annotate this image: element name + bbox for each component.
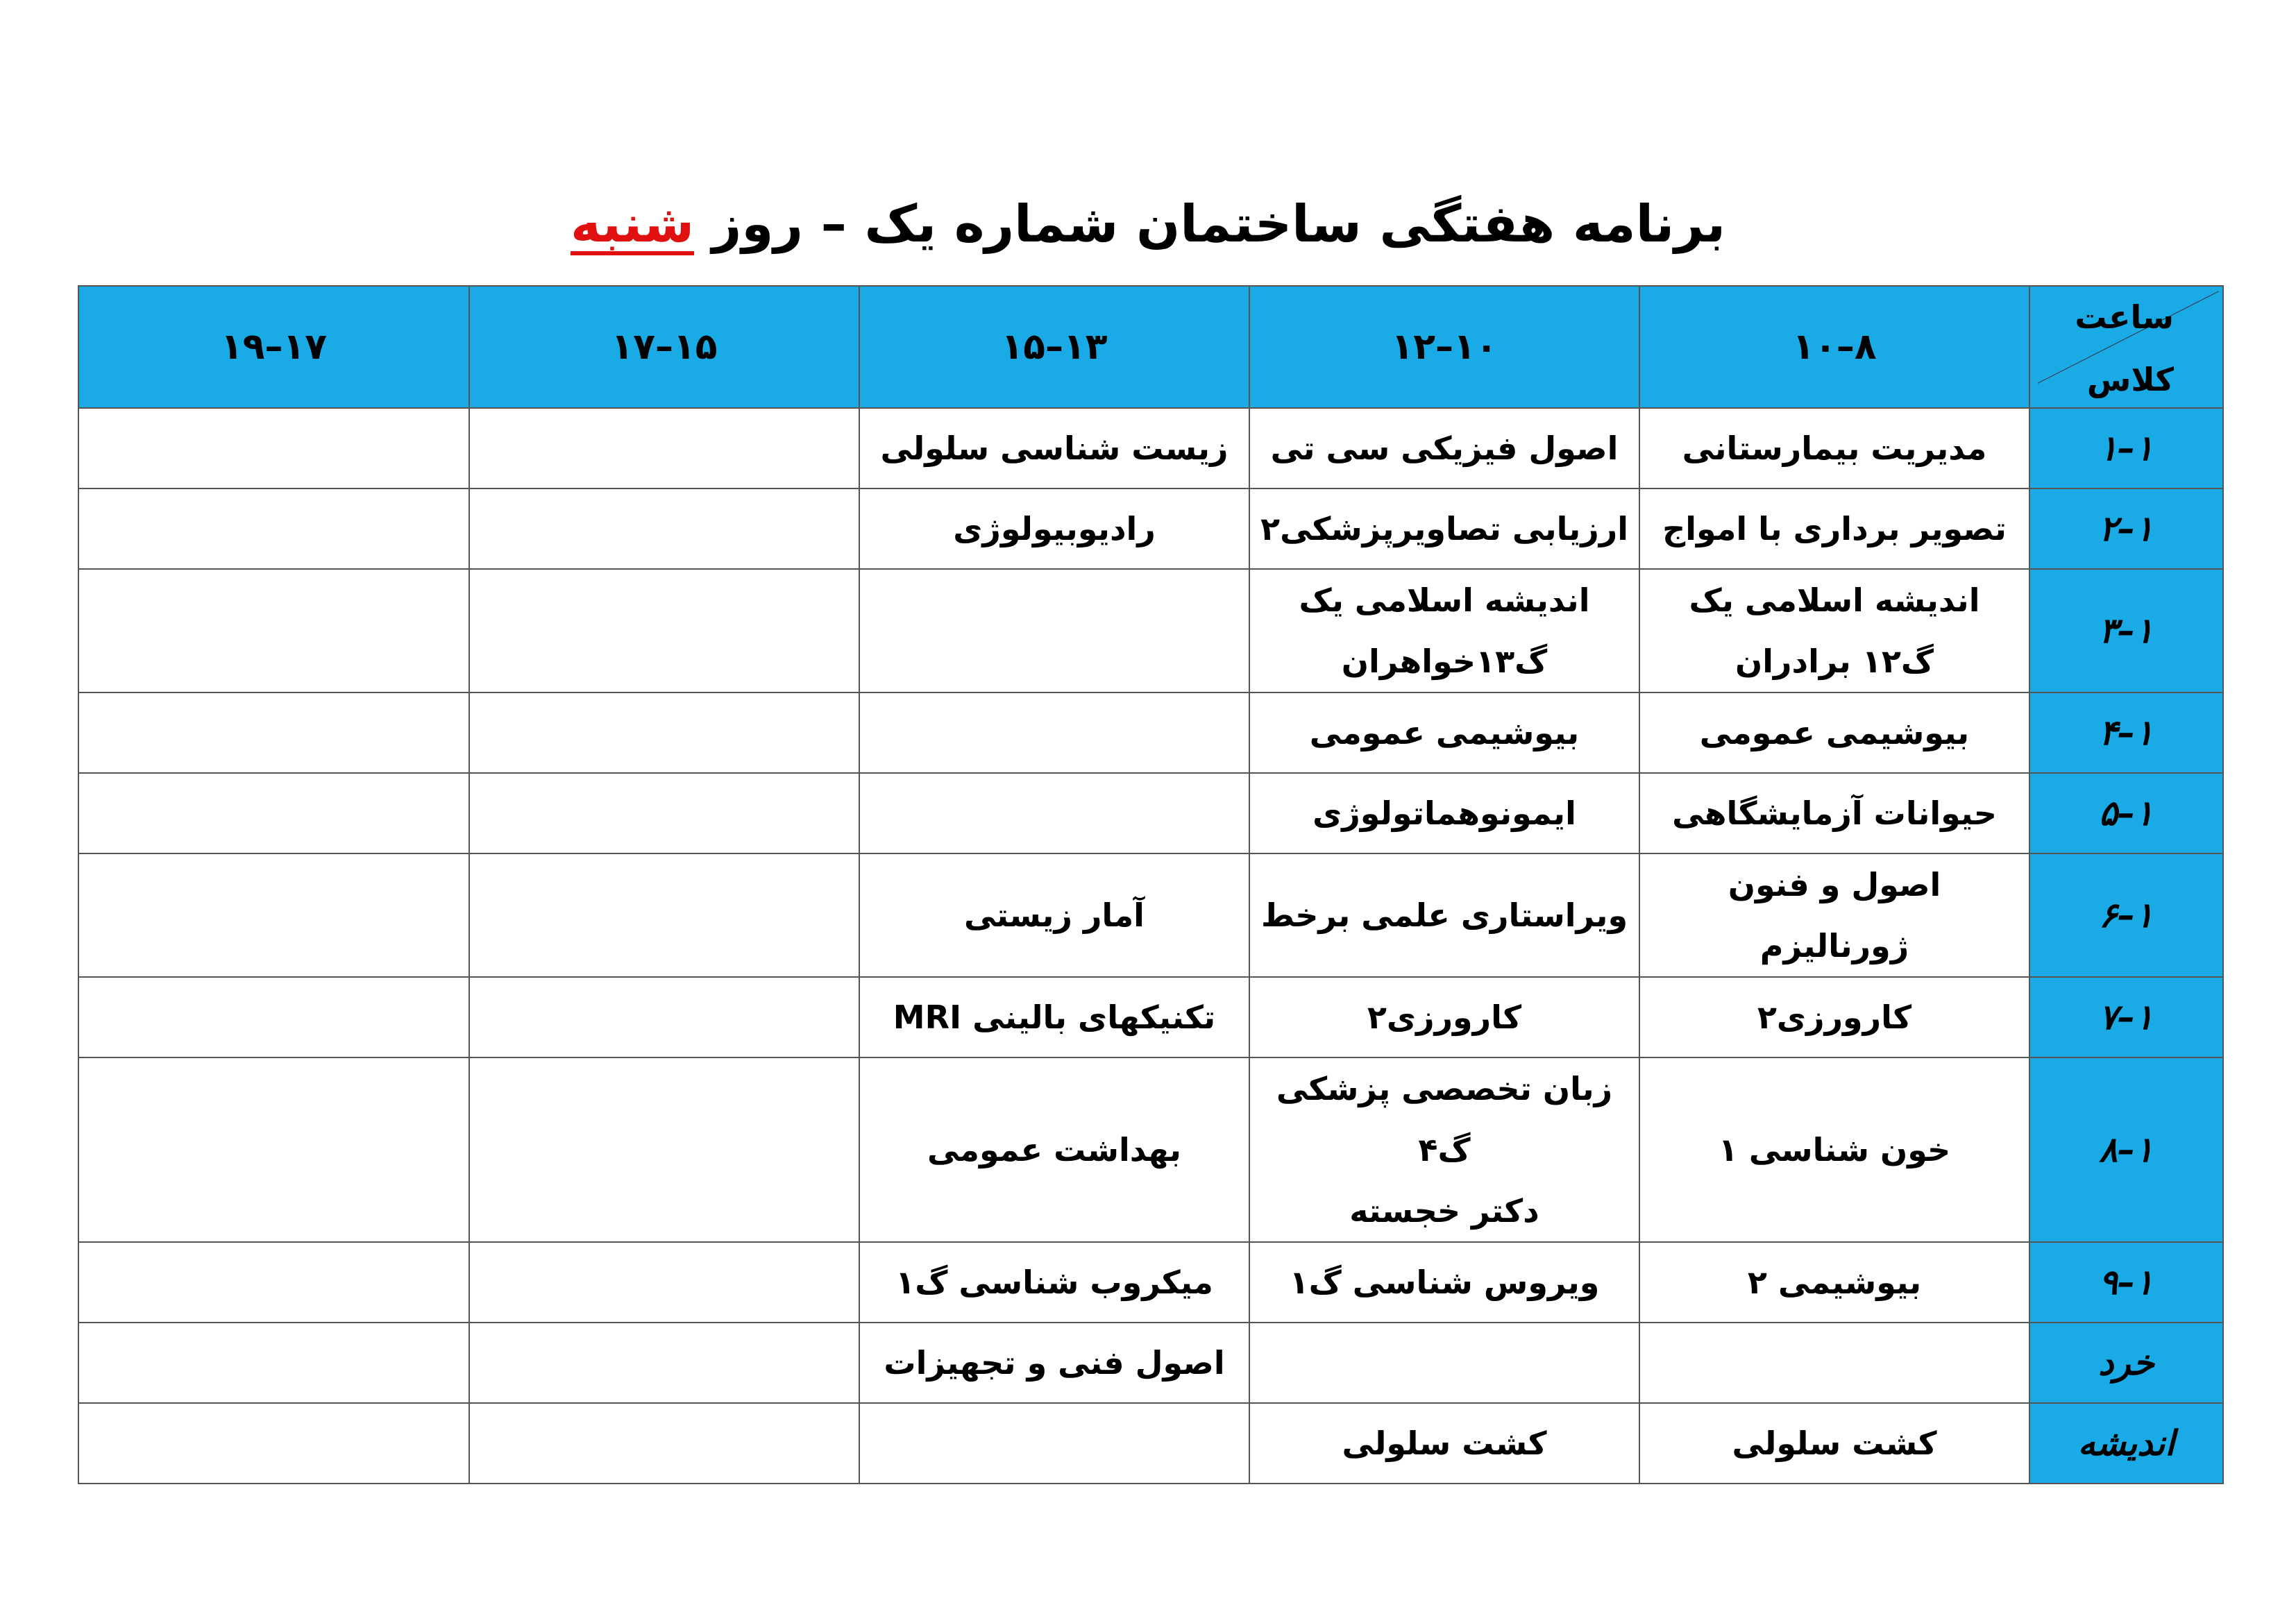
schedule-cell: بیوشیمی ۲ xyxy=(1639,1242,2029,1323)
corner-cell xyxy=(2029,286,2223,408)
schedule-cell xyxy=(469,1242,859,1323)
schedule-cell: ایمونوهماتولوژی xyxy=(1249,773,1639,853)
schedule-body xyxy=(78,408,2223,1484)
schedule-cell xyxy=(78,1242,469,1323)
schedule-cell xyxy=(78,408,469,488)
schedule-cell: بیوشیمی عمومی xyxy=(1639,692,2029,773)
cell-line: گ۱۲ برادران xyxy=(1734,643,1934,680)
cell-line: دکتر خجسته xyxy=(1349,1192,1539,1230)
schedule-cell xyxy=(469,773,859,853)
class-label: ۱–۵ xyxy=(2029,773,2223,853)
schedule-cell: بهداشت عمومی xyxy=(859,1057,1249,1242)
schedule-cell xyxy=(859,692,1249,773)
class-label: ۱–۱ xyxy=(2029,408,2223,488)
schedule-cell: اصول و فنون ژورنالیزم xyxy=(1639,853,2029,977)
schedule-cell xyxy=(859,773,1249,853)
schedule-cell: اصول فنی و تجهیزات xyxy=(859,1323,1249,1403)
schedule-cell xyxy=(78,773,469,853)
schedule-cell: تصویر برداری با امواج xyxy=(1639,488,2029,569)
schedule-cell: اصول فیزیکی سی تی xyxy=(1249,408,1639,488)
schedule-cell: میکروب شناسی گ۱ xyxy=(859,1242,1249,1323)
schedule-cell xyxy=(469,853,859,977)
schedule-cell xyxy=(78,1323,469,1403)
schedule-cell xyxy=(1249,1057,1639,1242)
time-header: ۱۰–۱۲ xyxy=(1249,286,1639,408)
cell-line: اندیشه اسلامی یک xyxy=(1299,581,1590,619)
schedule-cell xyxy=(469,1403,859,1484)
title-prefix: برنامه هفتگی ساختمان شماره یک – روز xyxy=(694,194,1726,254)
schedule-cell: کارورزی۲ xyxy=(1639,977,2029,1057)
cell-line: اندیشه اسلامی یک xyxy=(1689,581,1980,619)
cell-line: زبان تخصصی پزشکی گ۴ xyxy=(1276,1070,1613,1169)
corner-label-class: کلاس xyxy=(2086,361,2174,398)
schedule-cell: کارورزی۲ xyxy=(1249,977,1639,1057)
schedule-cell xyxy=(469,488,859,569)
schedule-cell xyxy=(469,977,859,1057)
schedule-cell xyxy=(469,1057,859,1242)
corner-label-time: ساعت xyxy=(2075,298,2174,336)
schedule-cell xyxy=(78,569,469,692)
schedule-cell xyxy=(469,1323,859,1403)
table-row xyxy=(78,773,2223,853)
schedule-cell xyxy=(469,569,859,692)
table-row xyxy=(78,408,2223,488)
class-label: ۱–۷ xyxy=(2029,977,2223,1057)
schedule-cell xyxy=(78,488,469,569)
schedule-cell xyxy=(1249,1323,1639,1403)
schedule-cell: تکنیکهای بالینی MRI xyxy=(859,977,1249,1057)
schedule-cell xyxy=(78,692,469,773)
schedule-cell xyxy=(1639,1323,2029,1403)
time-header: ۸–۱۰ xyxy=(1639,286,2029,408)
schedule-cell: ویراستاری علمی برخط xyxy=(1249,853,1639,977)
table-row xyxy=(78,488,2223,569)
schedule-cell xyxy=(859,569,1249,692)
schedule-cell xyxy=(78,977,469,1057)
schedule-cell: کشت سلولی xyxy=(1249,1403,1639,1484)
class-label: ۱–۲ xyxy=(2029,488,2223,569)
title-day: شنبه xyxy=(570,194,695,254)
time-header: ۱۷–۱۹ xyxy=(78,286,469,408)
cell-line: گ۱۳خواهران xyxy=(1341,643,1548,680)
page-title xyxy=(0,186,2296,262)
table-row xyxy=(78,977,2223,1057)
schedule-cell xyxy=(78,1403,469,1484)
schedule-cell xyxy=(469,692,859,773)
table-row xyxy=(78,1403,2223,1484)
schedule-cell: رادیوبیولوژی xyxy=(859,488,1249,569)
schedule-cell: حیوانات آزمایشگاهی xyxy=(1639,773,2029,853)
schedule-cell: زیست شناسی سلولی xyxy=(859,408,1249,488)
table-row xyxy=(78,1242,2223,1323)
header-row xyxy=(78,286,2223,408)
schedule-cell: مدیریت بیمارستانی xyxy=(1639,408,2029,488)
schedule-cell xyxy=(469,408,859,488)
class-label: ۱–۳ xyxy=(2029,569,2223,692)
schedule-cell: خون شناسی ۱ xyxy=(1639,1057,2029,1242)
schedule-cell xyxy=(78,1057,469,1242)
time-header: ۱۳–۱۵ xyxy=(859,286,1249,408)
table-row xyxy=(78,1323,2223,1403)
schedule-cell: کشت سلولی xyxy=(1639,1403,2029,1484)
class-label: ۱–۶ xyxy=(2029,853,2223,977)
schedule-cell: آمار زیستی xyxy=(859,853,1249,977)
schedule-cell xyxy=(78,853,469,977)
class-label: ۱–۴ xyxy=(2029,692,2223,773)
table-row xyxy=(78,569,2223,692)
class-label: ۱–۸ xyxy=(2029,1057,2223,1242)
schedule-cell: ویروس شناسی گ۱ xyxy=(1249,1242,1639,1323)
class-label: اندیشه xyxy=(2029,1403,2223,1484)
table-row xyxy=(78,692,2223,773)
schedule-cell: بیوشیمی عمومی xyxy=(1249,692,1639,773)
table-row xyxy=(78,853,2223,977)
schedule-cell xyxy=(1249,569,1639,692)
class-label: ۱–۹ xyxy=(2029,1242,2223,1323)
table-row xyxy=(78,1057,2223,1242)
schedule-cell: ارزیابی تصاویرپزشکی۲ xyxy=(1249,488,1639,569)
class-label: خرد xyxy=(2029,1323,2223,1403)
schedule-cell xyxy=(859,1403,1249,1484)
schedule-table xyxy=(78,285,2224,1484)
time-header: ۱۵–۱۷ xyxy=(469,286,859,408)
schedule-cell xyxy=(1639,569,2029,692)
